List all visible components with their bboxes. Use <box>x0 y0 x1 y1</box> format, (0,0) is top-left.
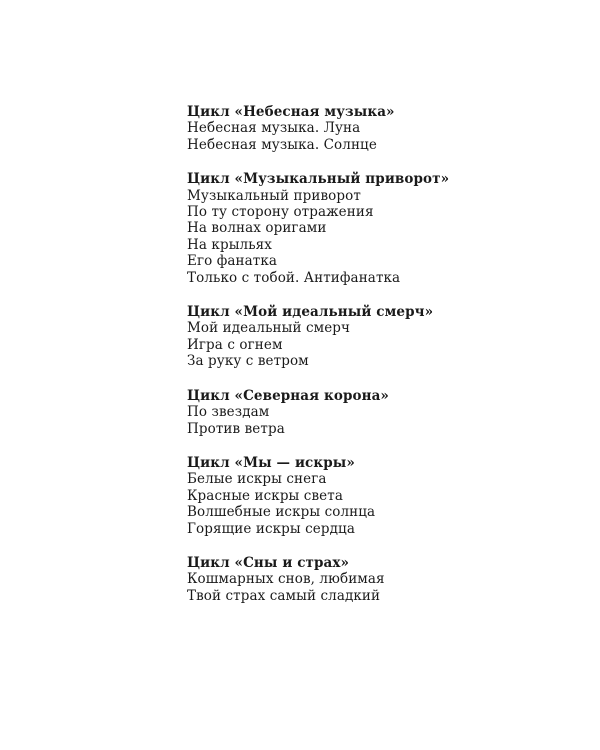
book-title: Против ветра <box>187 420 285 437</box>
cycle-title: Цикл «Музыкальный приворот» <box>187 171 450 188</box>
cycle-my-ideal-tornado <box>187 304 567 370</box>
cycle-dreams-and-fear <box>187 555 567 604</box>
book-title: Горящие искры сердца <box>187 520 355 537</box>
book-title: Небесная музыка. Солнце <box>187 136 377 153</box>
cycle-title: Цикл «Сны и страх» <box>187 554 350 571</box>
book-title: По ту сторону отражения <box>187 204 374 221</box>
cycle-musical-love-spell <box>187 171 567 286</box>
book-title: Кошмарных снов, любимая <box>187 571 385 588</box>
book-title: Твой страх самый сладкий <box>187 587 381 604</box>
book-title: Игра с огнем <box>187 336 283 353</box>
book-title: Его фанатка <box>187 253 278 270</box>
book-title: Мой идеальный смерч <box>187 320 351 337</box>
cycle-title: Цикл «Мой идеальный смерч» <box>187 304 434 321</box>
book-title: На волнах оригами <box>187 220 327 237</box>
book-title: Волшебные искры солнца <box>187 504 376 521</box>
cycle-title: Цикл «Северная корона» <box>187 387 389 404</box>
cycle-title: Цикл «Небесная музыка» <box>187 104 395 120</box>
cycle-heavenly-music <box>187 104 567 153</box>
book-title: По звездам <box>187 404 270 421</box>
book-title: Только с тобой. Антифанатка <box>187 269 401 286</box>
book-title: На крыльях <box>187 236 272 253</box>
book-list <box>187 104 567 622</box>
cycle-title: Цикл «Мы — искры» <box>187 454 355 471</box>
cycle-we-are-sparks <box>187 455 567 537</box>
book-title: Белые искры снега <box>187 471 327 488</box>
book-title: Музыкальный приворот <box>187 187 361 204</box>
cycle-northern-crown <box>187 388 567 437</box>
book-title: За руку с ветром <box>187 353 309 370</box>
book-title: Красные искры света <box>187 487 343 504</box>
book-title: Небесная музыка. Луна <box>187 120 361 137</box>
